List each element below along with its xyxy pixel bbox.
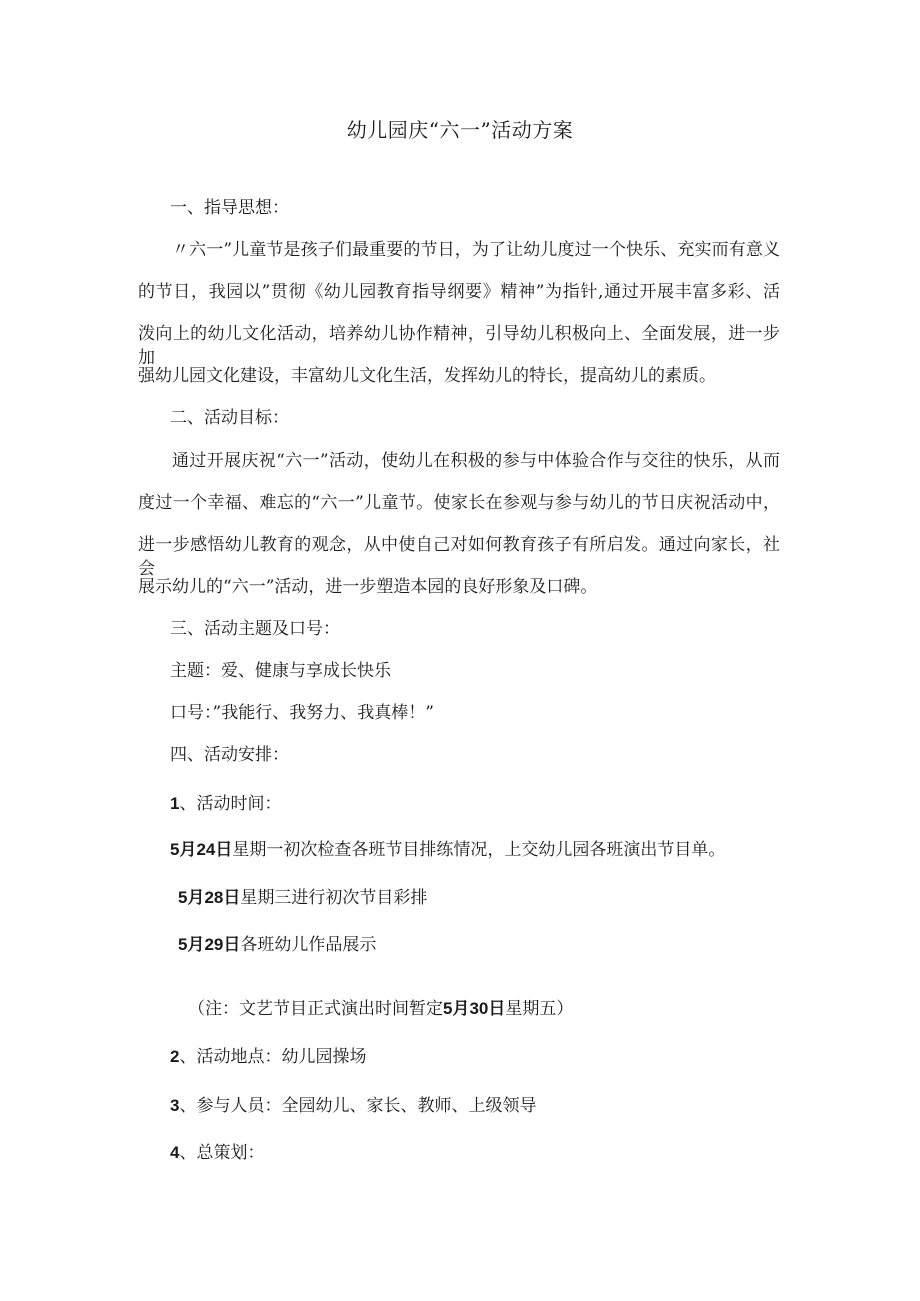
schedule-item-2 bbox=[178, 886, 427, 910]
section-1-line-3: 泼向上的幼儿文化活动，培养幼儿协作精神，引导幼儿积极向上、全面发展，进一步加 bbox=[138, 324, 780, 368]
schedule-item-3 bbox=[178, 933, 376, 957]
item-4-planner bbox=[170, 1141, 264, 1165]
theme-line: 主题：爱、健康与享成长快乐 bbox=[170, 661, 391, 681]
section-2-line-4: 展示幼儿的“六一”活动，进一步塑造本园的良好形象及口碑。 bbox=[138, 577, 598, 597]
section-1-line-1: 〃六一”儿童节是孩子们最重要的节日，为了让幼儿度过一个快乐、充实而有意义 bbox=[172, 240, 780, 260]
item-1-activity-time bbox=[170, 792, 281, 816]
item-2-location bbox=[170, 1045, 366, 1069]
note-date: 5月30日 bbox=[443, 999, 506, 1018]
schedule-text-3: 各班幼儿作品展示 bbox=[240, 935, 377, 955]
note-after: 星期五） bbox=[505, 999, 574, 1019]
item-4-number: 4 bbox=[170, 1143, 180, 1162]
document-title: 幼儿园庆“六一”活动方案 bbox=[346, 118, 574, 142]
schedule-date-2: 5月28日 bbox=[178, 888, 241, 907]
note-before: （注：文艺节目正式演出时间暂定 bbox=[188, 999, 443, 1019]
item-4-text: 、总策划： bbox=[179, 1143, 265, 1163]
performance-note bbox=[188, 997, 573, 1021]
item-3-text: 、参与人员：全园幼儿、家长、教师、上级领导 bbox=[179, 1096, 537, 1116]
item-2-number: 2 bbox=[170, 1047, 180, 1066]
section-2-line-1: 通过开展庆祝“六一”活动，使幼儿在积极的参与中体验合作与交往的快乐，从而 bbox=[172, 451, 780, 471]
schedule-text-2: 星期三进行初次节目彩排 bbox=[240, 888, 428, 908]
item-1-text: 、活动时间： bbox=[179, 794, 282, 814]
slogan-line: 口号：”我能行、我努力、我真棒！” bbox=[170, 703, 434, 723]
section-2-line-2: 度过一个幸福、难忘的“六一”儿童节。使家长在参观与参与幼儿的节日庆祝活动中， bbox=[138, 493, 780, 513]
section-4-heading: 四、活动安排： bbox=[170, 745, 289, 765]
section-2-heading: 二、活动目标： bbox=[170, 408, 289, 428]
item-3-number: 3 bbox=[170, 1096, 180, 1115]
item-3-participants bbox=[170, 1094, 536, 1118]
section-1-line-2: 的节日，我园以”贯彻《幼儿园教育指导纲要》精神”为指针,通过开展丰富多彩、活 bbox=[138, 282, 780, 302]
schedule-date-1: 5月24日 bbox=[170, 840, 233, 859]
schedule-text-1: 星期一初次检查各班节目排练情况，上交幼儿园各班演出节目单。 bbox=[232, 840, 726, 860]
section-3-heading: 三、活动主题及口号： bbox=[170, 619, 340, 639]
schedule-item-1 bbox=[170, 838, 725, 862]
schedule-date-3: 5月29日 bbox=[178, 935, 241, 954]
item-2-text: 、活动地点：幼儿园操场 bbox=[179, 1047, 367, 1067]
section-2-line-3: 进一步感悟幼儿教育的观念，从中使自己对如何教育孩子有所启发。通过向家长，社会 bbox=[138, 535, 780, 579]
section-1-line-4: 强幼儿园文化建设，丰富幼儿文化生活，发挥幼儿的特长，提高幼儿的素质。 bbox=[138, 366, 716, 386]
item-1-number: 1 bbox=[170, 794, 180, 813]
section-1-heading: 一、指导思想： bbox=[170, 198, 289, 218]
